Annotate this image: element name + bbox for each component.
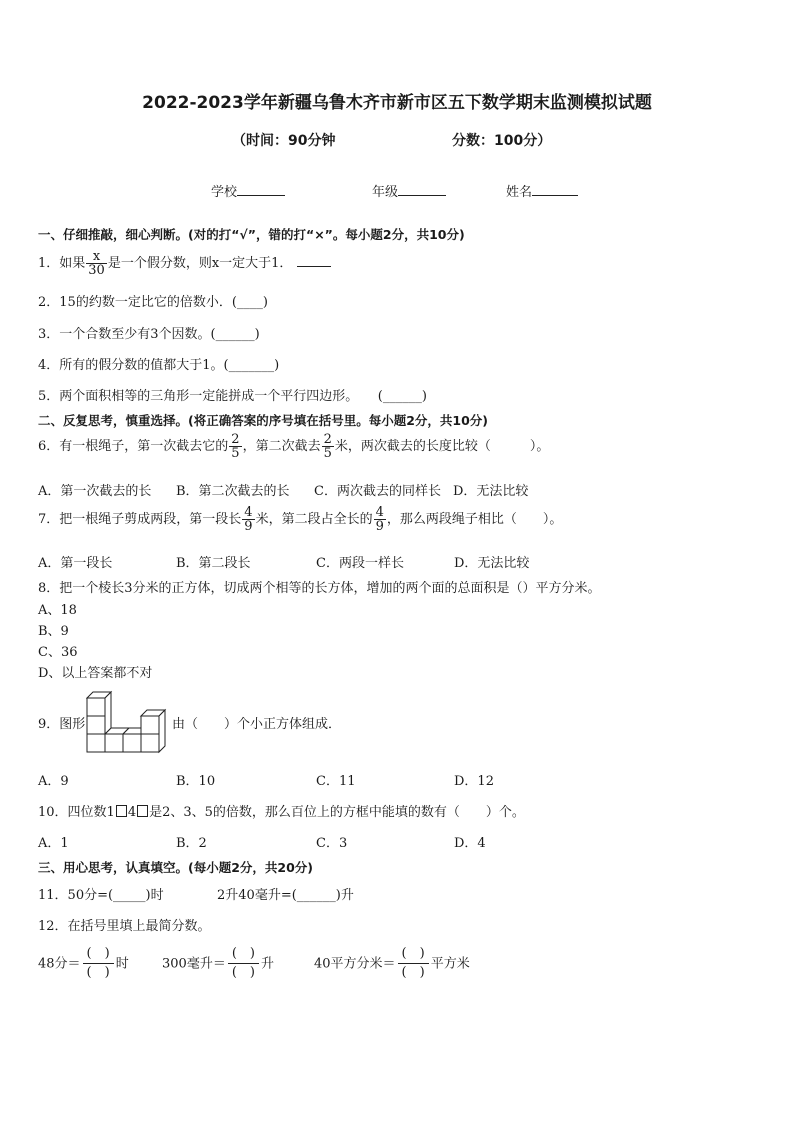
answer-fraction[interactable]: ( ) ( ): [83, 947, 114, 981]
question-2: 2．15的约数一定比它的倍数小．(____): [38, 295, 268, 310]
school-label: 学校: [211, 185, 238, 200]
question-11a: 11．50分=(_____)时: [38, 888, 164, 903]
answer-blank-1[interactable]: [297, 256, 331, 267]
question-12-c: 40平方分米＝ ( ) ( ) 平方米: [314, 946, 470, 981]
question-7-options: [38, 552, 529, 571]
exam-score: 分数：100分）: [452, 133, 552, 149]
option-d[interactable]: D．无法比较: [454, 556, 530, 571]
option-b[interactable]: B．第二次截去的长: [176, 484, 290, 499]
school-field[interactable]: [211, 181, 285, 200]
question-10: 10．四位数1 4 是2、3、5的倍数，那么百位上的方框中能填的数有（ ）个。: [38, 805, 525, 820]
section-2-heading: 二、反复思考，慎重选择。(将正确答案的序号填在括号里。每小题2分，共10分): [38, 413, 489, 428]
name-field[interactable]: [506, 181, 578, 200]
grade-field[interactable]: [372, 181, 446, 200]
option-c[interactable]: C．两次截去的同样长: [314, 484, 441, 499]
section-3-heading: 三、用心思考，认真填空。(每小题2分，共20分): [38, 860, 314, 875]
question-12-b: 300毫升＝ ( ) ( ) 升: [162, 946, 274, 981]
option-a[interactable]: A．第一段长: [38, 556, 113, 571]
question-10-options: [38, 832, 486, 851]
question-9-text: 由（ ）个小正方体组成．: [172, 717, 342, 732]
option-b[interactable]: B．第二段长: [176, 556, 251, 571]
exam-title: 2022-2023学年新疆乌鲁木齐市新市区五下数学期末监测模拟试题: [142, 93, 652, 113]
question-11b: 2升40毫升=(______)升: [217, 888, 354, 903]
exam-time: （时间：90分钟: [232, 133, 336, 149]
question-6-options: [38, 480, 528, 499]
option-c[interactable]: C．3: [316, 836, 348, 851]
option-a[interactable]: A．第一次截去的长: [38, 484, 152, 499]
option-d[interactable]: D．12: [454, 774, 494, 789]
digit-box: [137, 805, 148, 817]
question-9-options: [38, 770, 494, 789]
question-6: 6．有一根绳子，第一次截去它的 $\frac{2}{5}$ ，第二次截去 $\frac{2}{5}$ 米，两次截去的长度比较（ ）。: [38, 432, 550, 461]
question-8: 8．把一个棱长3分米的正方体，切成两个相等的长方体，增加的两个面的总面积是（）平方分米。: [38, 581, 601, 596]
question-3: 3．一个合数至少有3个因数。(______): [38, 327, 260, 342]
section-1-heading: 一、仔细推敲，细心判断。(对的打“√”，错的打“×”。每小题2分，共10分): [38, 227, 465, 242]
question-4: 4．所有的假分数的值都大于1。(_______): [38, 358, 280, 373]
question-12: 12．在括号里填上最简分数。: [38, 919, 211, 934]
option-d[interactable]: D．4: [454, 836, 486, 851]
fraction-x-30: $\frac{x}{30}$: [88, 249, 105, 278]
grade-label: 年级: [372, 185, 399, 200]
cube-figure: [86, 688, 180, 756]
option-a[interactable]: A、18: [38, 603, 77, 618]
name-label: 姓名: [506, 185, 533, 200]
question-12-a: 48分＝ ( ) ( ) 时: [38, 946, 129, 981]
option-c[interactable]: C．两段一样长: [316, 556, 404, 571]
option-d[interactable]: D．无法比较: [453, 484, 529, 499]
option-b[interactable]: B．2: [176, 836, 207, 851]
question-1: 1．如果 $\frac{x}{30}$ 是一个假分数，则x一定大于1．: [38, 250, 331, 277]
answer-fraction[interactable]: ( ) ( ): [398, 947, 429, 981]
answer-fraction[interactable]: ( ) ( ): [228, 947, 259, 981]
question-7: 7．把一根绳子剪成两段，第一段长 $\frac{4}{9}$ 米，第二段占全长的 $\frac{4}{9}$ ，那么两段绳子相比（ ）。: [38, 505, 563, 534]
option-a[interactable]: A．1: [38, 836, 69, 851]
option-c[interactable]: C、36: [38, 645, 78, 660]
option-a[interactable]: A．9: [38, 774, 69, 789]
option-d[interactable]: D、以上答案都不对: [38, 666, 153, 681]
option-b[interactable]: B、9: [38, 624, 69, 639]
question-5: 5．两个面积相等的三角形一定能拼成一个平行四边形。 (______): [38, 389, 427, 404]
option-c[interactable]: C．11: [316, 774, 356, 789]
option-b[interactable]: B．10: [176, 774, 216, 789]
question-9-prefix: 9．图形: [38, 717, 86, 732]
digit-box: [116, 805, 127, 817]
